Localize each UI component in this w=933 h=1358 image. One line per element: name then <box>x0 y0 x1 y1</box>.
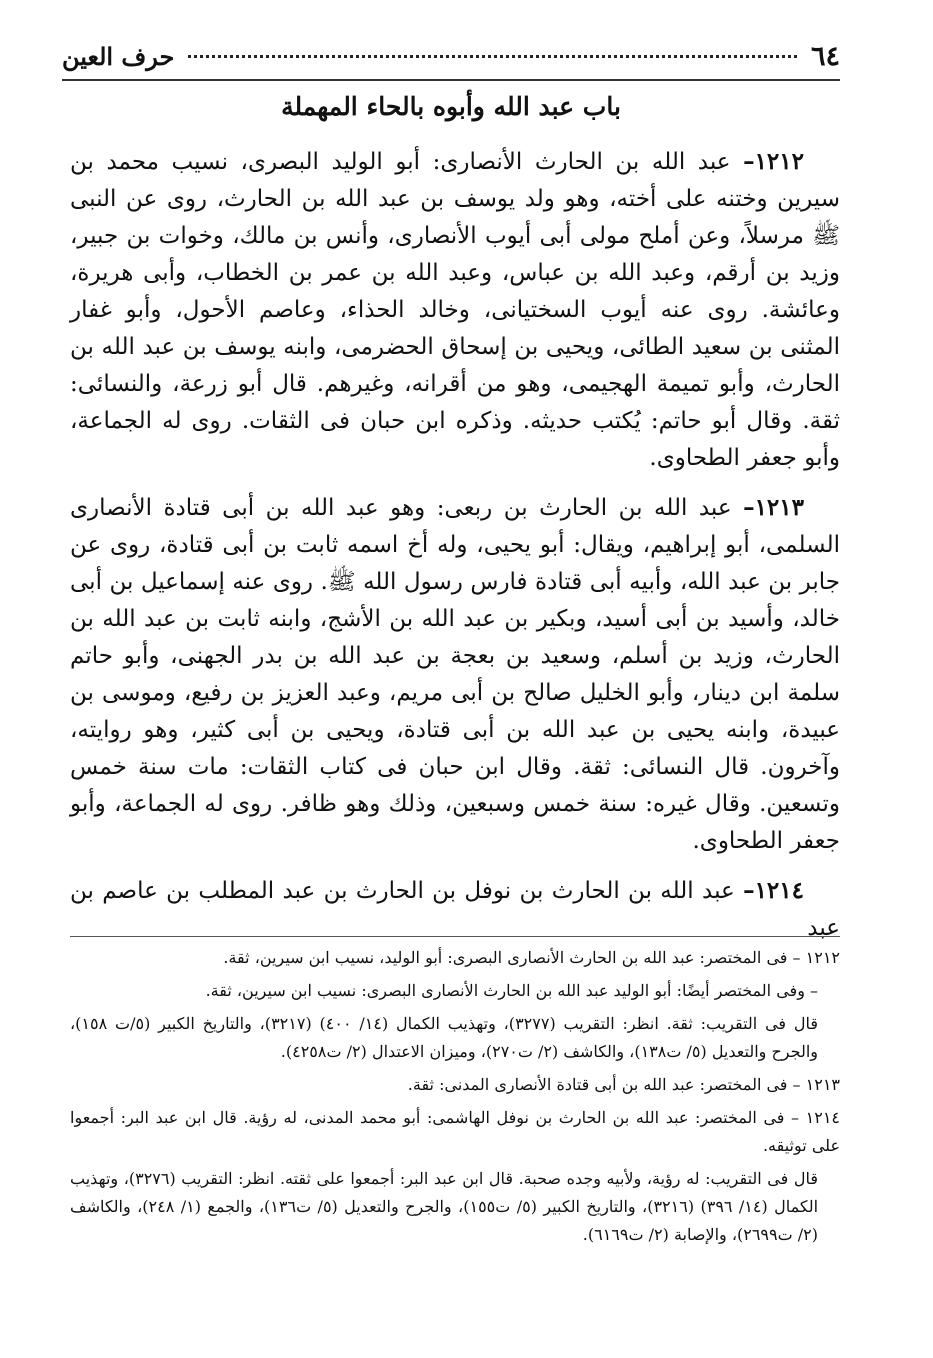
footnote: ١٢١٢ – فى المختصر: عبد الله بن الحارث الأنصارى البصرى: أبو الوليد، نسيب ابن سيرين، ثقة. <box>223 948 840 967</box>
footnote: – وفى المختصر أيضًا: أبو الوليد عبد الله بن الحارث الأنصارى البصرى: نسيب ابن سيرين، ثقة. <box>205 981 818 1000</box>
entry-1213 <box>70 489 840 860</box>
running-header <box>62 34 840 78</box>
entry-number: ١٢١٣– <box>743 494 804 521</box>
footnote: ١٢١٣ – فى المختصر: عبد الله بن أبى قتادة الأنصارى المدنى: ثقة. <box>407 1075 840 1094</box>
footnote: قال فى التقريب: ثقة. انظر: التقريب (٣٢٧٧)، وتهذيب الكمال (١٤/ ٤٠٠) (٣٢١٧)، والتاريخ الكبير (٥/ت ١٥٨)، والجرح والتعديل (٥/ ت١٣٨)، والكاشف (٢/ ت٢٧٠)، وميزان الاعتدال (٢/ ت٤٢٥٨). <box>70 1014 819 1061</box>
entry-number: ١٢١٤– <box>743 877 804 904</box>
entry-number: ١٢١٢– <box>743 148 804 175</box>
footnote: قال فى التقريب: له رؤية، ولأبيه وجده صحبة. قال ابن عبد البر: أجمعوا على ثقته. انظر: التقريب (٣٢٧٦)، وتهذيب الكمال (١٤/ ٣٩٦) (٣٢١٦)، والتاريخ الكبير (٥/ ت١٥٥)، والجرح والتعديل (٥/ ت١٣٦)، والجمع (١/ ٢٤٨)، والكاشف (٢/ ت٢٦٩٩)، والإصابة (٢/ ت٦١٦٩). <box>70 1169 819 1244</box>
section-title: باب عبد الله وأبوه بالحاء المهملة <box>281 92 621 121</box>
header-dotted-leader <box>188 55 797 58</box>
page-number: ٦٤ <box>810 40 840 72</box>
entry-1212 <box>70 143 840 477</box>
entry-text: عبد الله بن الحارث بن ربعى: وهو عبد الله بن أبى قتادة الأنصارى السلمى، أبو إبراهيم، ويقال: أبو يحيى، وله أخ اسمه ثابت بن أبى قتادة، روى عن جابر بن عبد الله، وأبيه أبى قتادة فارس رسول الله ﷺ. روى عنه إسماعيل بن أبى خالد، وأسيد بن أبى أسيد، وبكير بن عبد الله بن الأشج، وابنه ثابت بن عبد الله بن الحارث، وزيد بن أسلم، وسعيد بن بعجة بن عبد الله بن بدر الجهنى، وأبو حاتم سلمة ابن دينار، وأبو الخليل صالح بن أبى مريم، وعبد العزيز بن رفيع، وموسى بن عبيدة، وابنه يحيى بن عبد الله بن أبى قتادة، ويحيى بن أبى كثير، وهو روايته، وآخرون. قال النسائى: ثقة. وقال ابن حبان فى كتاب الثقات: مات سنة خمس وتسعين. وقال غيره: سنة خمس وسبعين، وذلك وهو ظافر. روى له الجماعة، وأبو جعفر الطحاوى. <box>70 495 840 854</box>
footnote-rule <box>70 936 840 937</box>
entry-text: عبد الله بن الحارث بن نوفل بن الحارث بن عبد المطلب بن عاصم بن عبد <box>70 878 840 941</box>
entry-text: عبد الله بن الحارث الأنصارى: أبو الوليد البصرى، نسيب محمد بن سيرين وختنه على أخته، وهو ولد يوسف بن عبد الله بن الحارث، روى عن النبى ﷺ مرسلاً، وعن أملح مولى أبى أيوب الأنصارى، وأنس بن مالك، وخوات بن جبير، وزيد بن أرقم، وعبد الله بن عباس، وعبد الله بن عمر بن الخطاب، وأبى هريرة، وعائشة. روى عنه أيوب السختيانى، وخالد الحذاء، وعاصم الأحول، وأبو غفار المثنى بن سعيد الطائى، ويحيى بن إسحاق الحضرمى، وابنه يوسف بن عبد الله بن الحارث، وأبو تميمة الهجيمى، وهو من أقرانه، وغيرهم. قال أبو زرعة، والنسائى: ثقة. وقال أبو حاتم: يُكتب حديثه. وذكره ابن حبان فى الثقات. روى له الجماعة، وأبو جعفر الطحاوى. <box>70 149 840 471</box>
running-title: حرف العين <box>62 41 175 71</box>
footnotes <box>70 944 840 1254</box>
footnote: ١٢١٤ – فى المختصر: عبد الله بن الحارث بن نوفل الهاشمى: أبو محمد المدنى، له رؤية. قال ابن عبد البر: أجمعوا على توثيقه. <box>70 1108 840 1155</box>
main-text <box>70 143 840 959</box>
header-rule <box>62 79 840 81</box>
